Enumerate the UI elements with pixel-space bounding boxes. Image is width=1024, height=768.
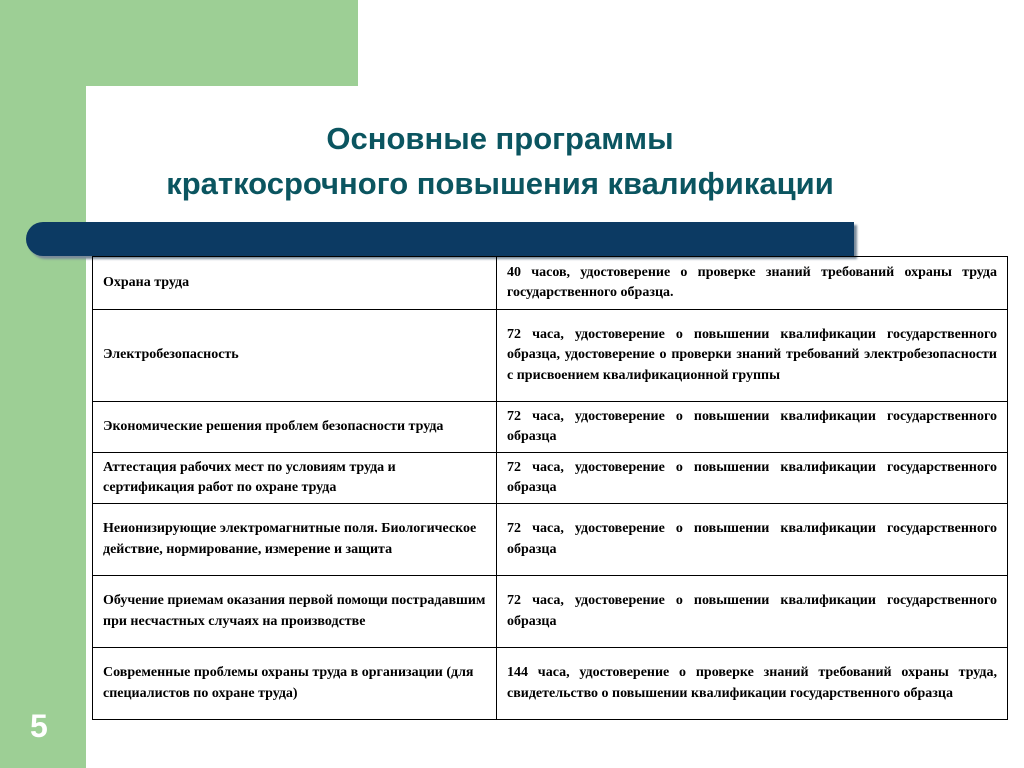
program-name-cell: Неионизирующие электромагнитные поля. Биологическое действие, нормирование, измерение и защита bbox=[93, 504, 497, 576]
credential-cell: 72 часа, удостоверение о повышении квалификации государственного образца bbox=[497, 576, 1008, 648]
credential-cell: 72 часа, удостоверение о повышении квалификации государственного образца bbox=[497, 402, 1008, 453]
slide-number: 5 bbox=[30, 708, 48, 744]
program-name-cell: Охрана труда bbox=[93, 257, 497, 310]
table-row bbox=[93, 576, 1008, 648]
table-row bbox=[93, 310, 1008, 402]
slide-title bbox=[100, 116, 900, 206]
program-name-cell: Экономические решения проблем безопасности труда bbox=[93, 402, 497, 453]
title-underline-bar bbox=[26, 222, 854, 256]
credential-cell: 144 часа, удостоверение о проверке знаний требований охраны труда, свидетельство о повышении квалификации государственного образца bbox=[497, 648, 1008, 720]
credential-cell: 72 часа, удостоверение о повышении квалификации государственного образца, удостоверение о проверки знаний требований электробезопасности с присвоением квалификационной группы bbox=[497, 310, 1008, 402]
program-name-cell: Электробезопасность bbox=[93, 310, 497, 402]
credential-cell: 72 часа, удостоверение о повышении квалификации государственного образца bbox=[497, 504, 1008, 576]
table-row bbox=[93, 453, 1008, 504]
program-name-cell: Современные проблемы охраны труда в организации (для специалистов по охране труда) bbox=[93, 648, 497, 720]
table-row bbox=[93, 257, 1008, 310]
table-row bbox=[93, 402, 1008, 453]
table-row bbox=[93, 504, 1008, 576]
top-decor-band bbox=[0, 0, 358, 86]
title-line-2: краткосрочного повышения квалификации bbox=[166, 166, 834, 201]
table-row bbox=[93, 648, 1008, 720]
program-name-cell: Обучение приемам оказания первой помощи пострадавшим при несчастных случаях на производстве bbox=[93, 576, 497, 648]
left-decor-band bbox=[0, 0, 86, 768]
title-line-1: Основные программы bbox=[326, 121, 674, 156]
credential-cell: 40 часов, удостоверение о проверке знаний требований охраны труда государственного образца. bbox=[497, 257, 1008, 310]
program-name-cell: Аттестация рабочих мест по условиям труда и сертификация работ по охране труда bbox=[93, 453, 497, 504]
credential-cell: 72 часа, удостоверение о повышении квалификации государственного образца bbox=[497, 453, 1008, 504]
programs-table bbox=[92, 256, 1008, 720]
